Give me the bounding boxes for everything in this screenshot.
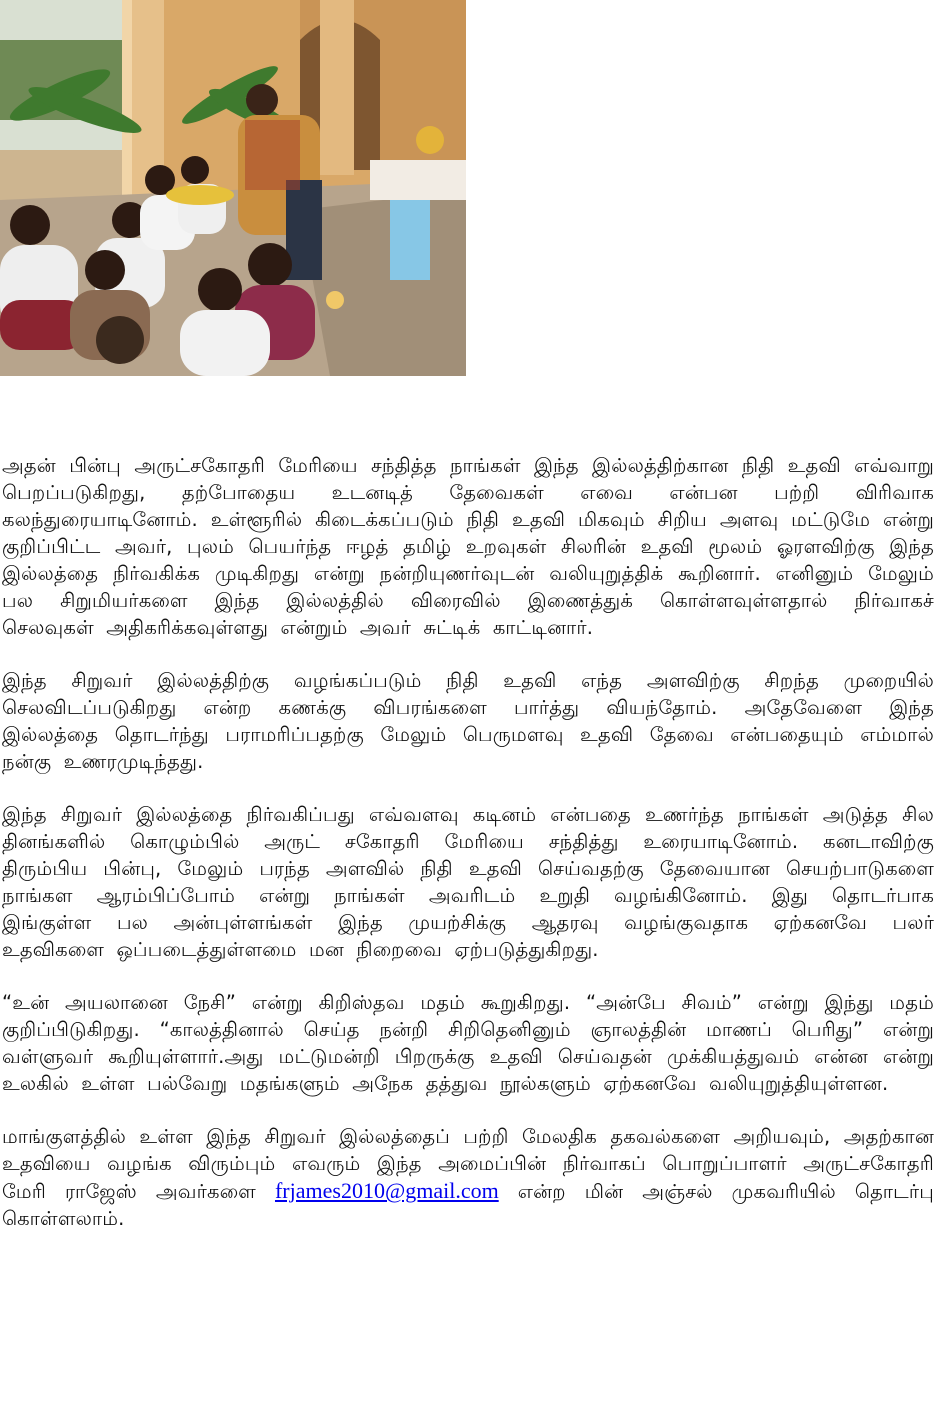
paragraph-accounts: இந்த சிறுவர் இல்லத்திற்கு வழங்கப்படும் நிதி உதவி எந்த அளவிற்கு சிறந்த முறையில் செலவிடப்படுகிறது என்ற கணக்கு விபரங்களை பார்த்து வியந்தோம். அதேவேளை இந்த இல்லத்தை தொடர்ந்து பராமரிப்பதற்கு மேலும் பெருமளவு உதவி தேவை என்பதையும் எம்மால் நன்கு உணரமுடிந்தது. xyxy=(2,669,934,773)
email-link[interactable]: frjames2010@gmail.com xyxy=(274,1178,499,1203)
paragraph-funding: அதன் பின்பு அருட்சகோதரி மேரியை சந்தித்த நாங்கள் இந்த இல்லத்திற்கான நிதி உதவி எவ்வாறு பெறப்படுகிறது, தற்போதைய உடனடித் தேவைகள் எவை என்பன பற்றி விரிவாக கலந்துரையாடினோம். உள்ளூரில் கிடைக்கப்படும் நிதி உதவி மிகவும் சிறிய அளவு மட்டுமே என்று குறிப்பிட்ட அவர், புலம் பெயர்ந்த ஈழத் தமிழ் உறவுகள் சிலரின் உதவி மூலம் ஓரளவிற்கு இந்த இல்லத்தை நிர்வகிக்க முடிகிறது என்று நன்றியுணர்வுடன் வலியுறுத்திக் கூறினார். எனினும் மேலும் பல சிறுமியர்களை இந்த இல்லத்தில் விரைவில் இணைத்துக் கொள்ளவுள்ளதால் நிர்வாகச் செலவுகள் அதிகரிக்கவுள்ளது என்றும் அவர் சுட்டிக் காட்டினார். xyxy=(2,454,934,639)
paragraph-commitment: இந்த சிறுவர் இல்லத்தை நிர்வகிப்பது எவ்வளவு கடினம் என்பதை உணர்ந்த நாங்கள் அடுத்த சில தினங்களில் கொழும்பில் அருட் சகோதரி மேரியை சந்தித்து உரையாடினோம். கனடாவிற்கு திரும்பிய பின்பு, மேலும் பரந்த அளவில் நிதி உதவி செய்வதற்கு தேவையான செயற்பாடுகளை நாங்கள ஆரம்பிப்போம் என்று நாங்கள் அவரிடம் உறுதி வழங்கினோம். இது தொடர்பாக இங்குள்ள பல அன்புள்ளங்கள் இந்த முயற்சிக்கு ஆதரவு வழங்குவதாக ஏற்கனவே பலர் உதவிகளை ஒப்படைத்துள்ளமை மன நிறைவை ஏற்படுத்துகிறது. xyxy=(2,803,934,961)
contact-outro-text: என்ற மின் அஞ்சல் முகவரியில் தொடர்பு கொள்ளலாம். xyxy=(2,1180,934,1230)
contact-intro-text: மாங்குளத்தில் உள்ள இந்த சிறுவர் இல்லத்தைப் பற்றி மேலதிக தகவல்களை அறியவும், அதற்கான உதவியை வழங்க விரும்பும் எவரும் இந்த அமைப்பின் நிர்வாகப் பொறுப்பாளர் அருட்சகோதரி மேரி ராஜேஸ் அவர்களை xyxy=(2,1125,934,1203)
paragraph-religions: “உன் அயலானை நேசி” என்று கிறிஸ்தவ மதம் கூறுகிறது. “அன்பே சிவம்” என்று இந்து மதம் குறிப்பிடுகிறது. “காலத்தினால் செய்த நன்றி சிறிதெனினும் ஞாலத்தின் மாணப் பெரிது” என்று வள்ளுவர் கூறியுள்ளார்.அது மட்டுமன்றி பிறருக்கு உதவி செய்வதன் முக்கியத்துவம் என்ன என்று உலகில் உள்ள பல்வேறு மதங்களும் அநேக தத்துவ நூல்களும் ஏற்கனவே வலியுறுத்தியுள்ளன. xyxy=(2,991,934,1095)
article-photo xyxy=(0,0,466,376)
paragraph-contact xyxy=(2,1123,934,1232)
article-body xyxy=(2,452,934,1258)
